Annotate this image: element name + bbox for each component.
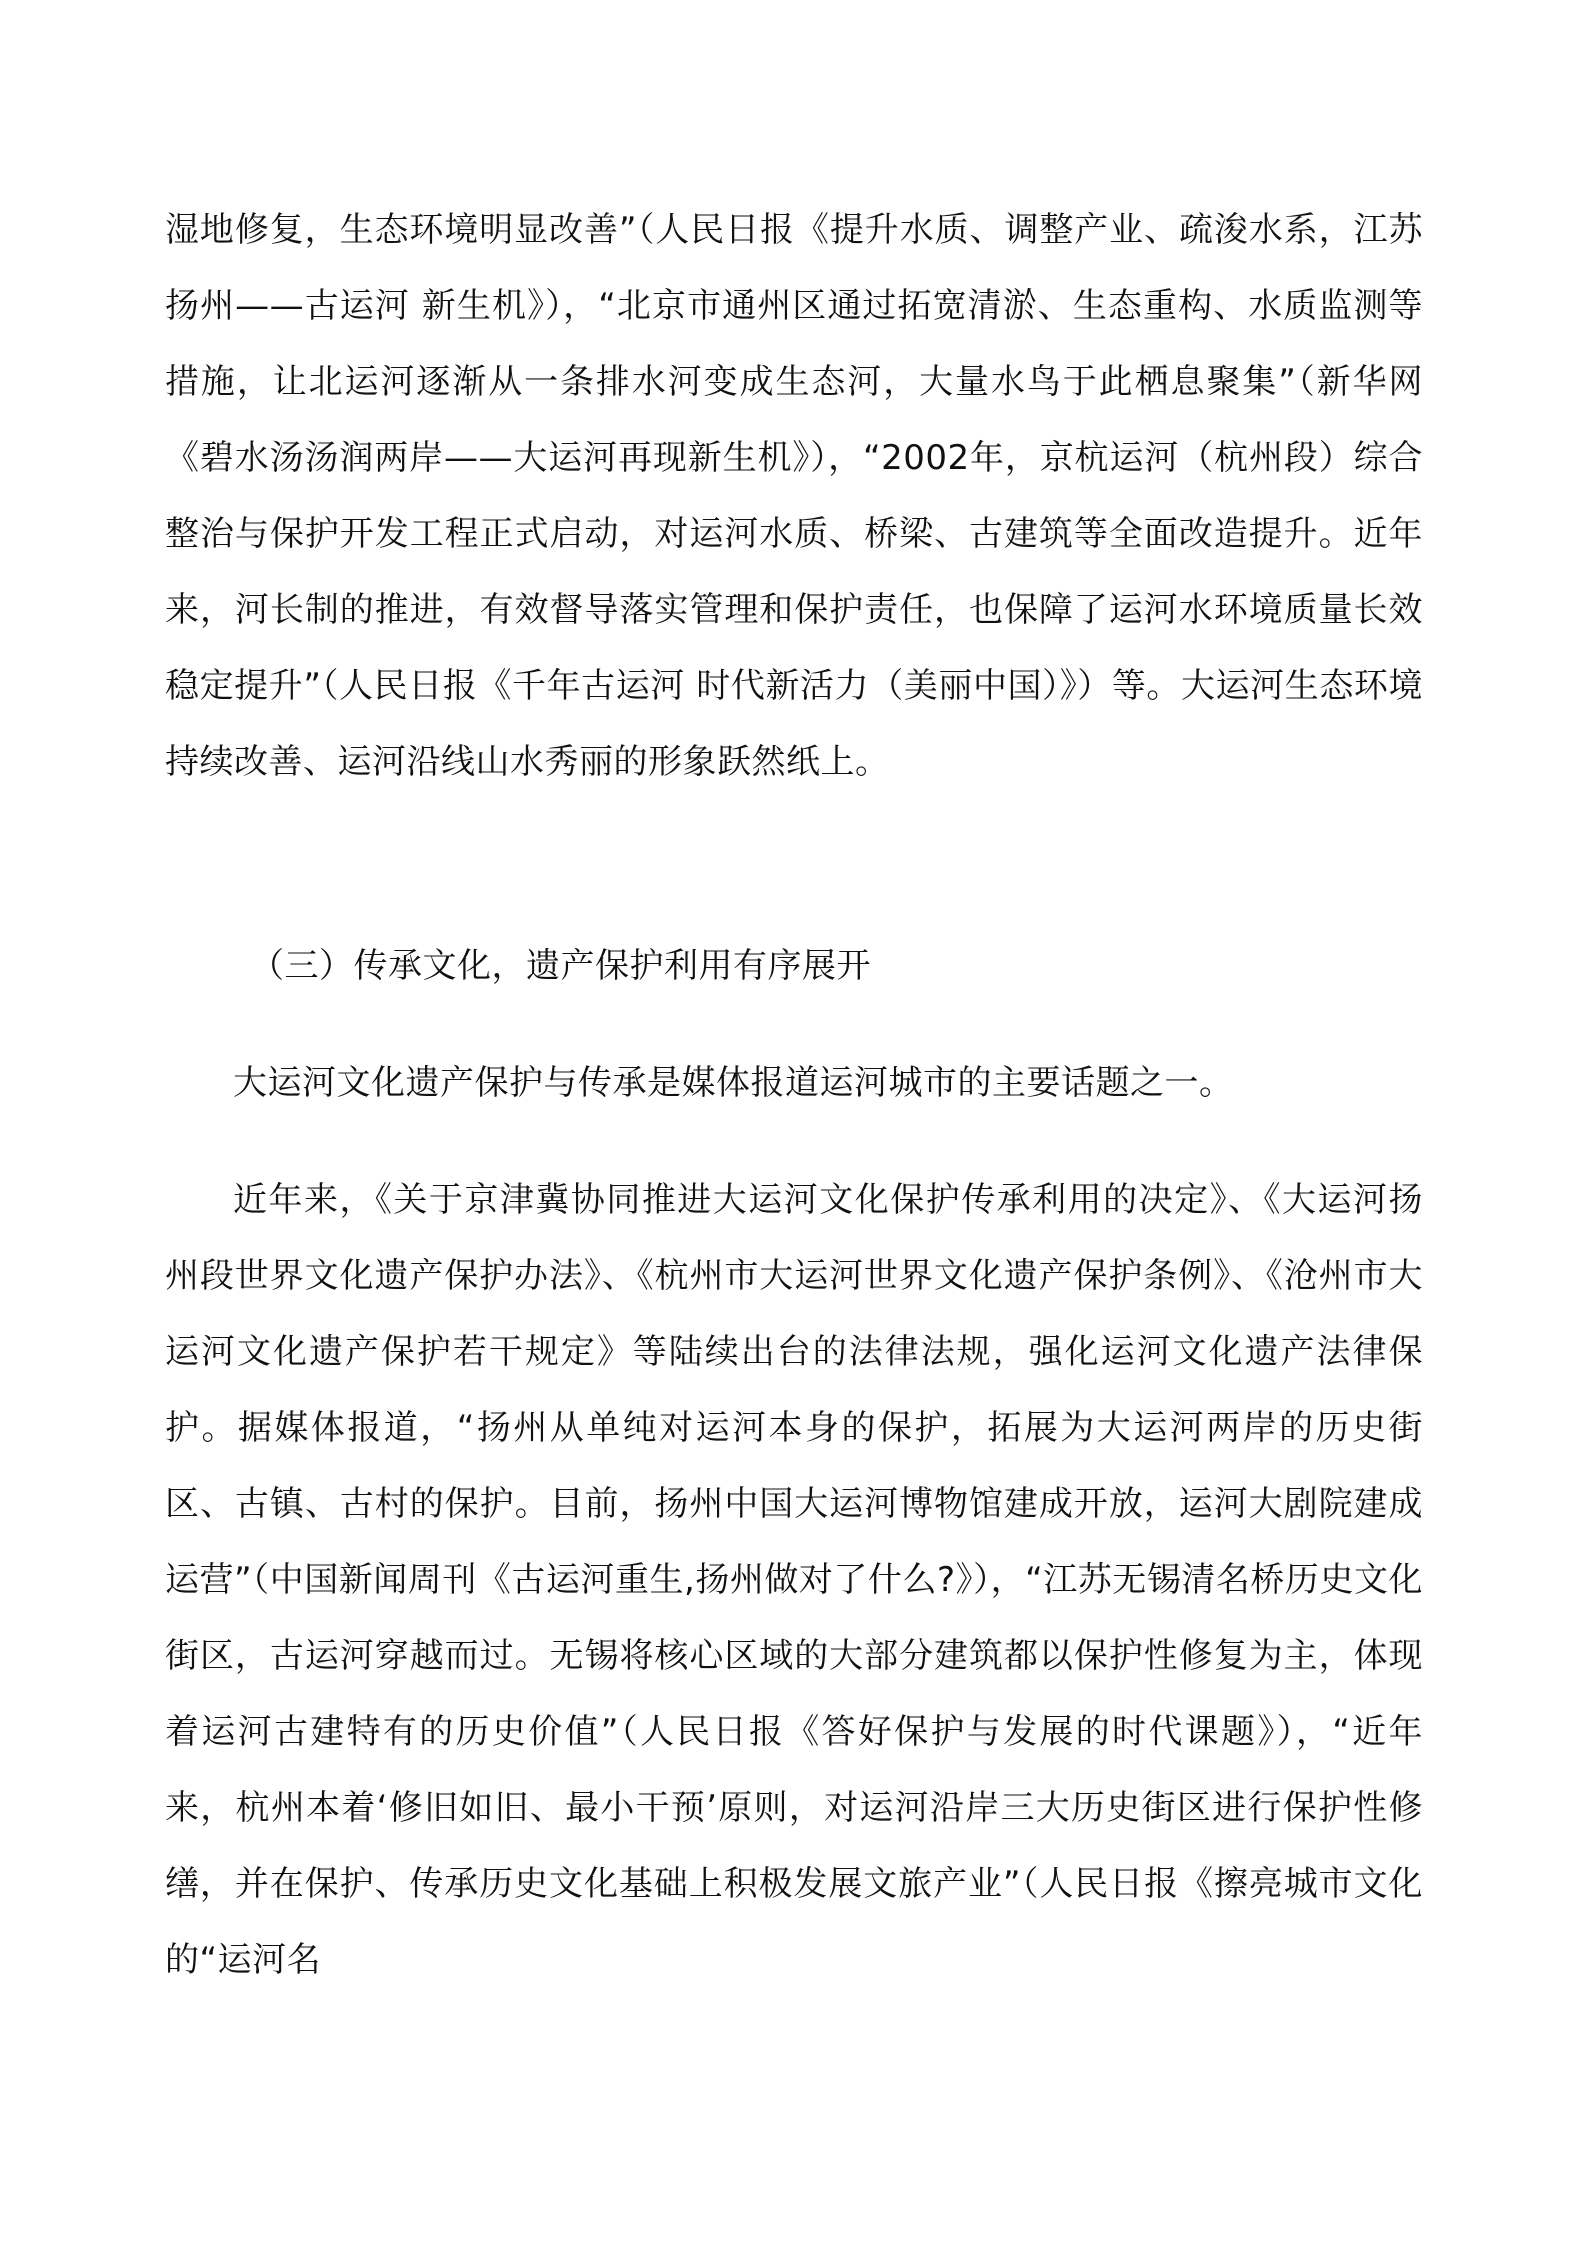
section-heading bbox=[165, 928, 1423, 1004]
paragraph-intro bbox=[165, 1045, 1423, 1121]
paragraph-ecology bbox=[165, 192, 1423, 800]
paragraph-heritage bbox=[165, 1162, 1423, 1998]
paragraph-ecology-text: 湿地修复，生态环境明显改善”（人民日报《提升水质、调整产业、疏浚水系，江苏扬州——古运河 新生机》），“北京市通州区通过拓宽清淤、生态重构、水质监测等措施，让北运河逐渐从一条排水河变成生态河，大量水鸟于此栖息聚集”（新华网《碧水汤汤润两岸——大运河再现新生机》），“2002年，京杭运河（杭州段）综合整治与保护开发工程正式启动，对运河水质、桥梁、古建筑等全面改造提升。近年来，河长制的推进，有效督导落实管理和保护责任，也保障了运河水环境质量长效稳定提升”（人民日报《千年古运河 时代新活力（美丽中国）》）等。大运河生态环境持续改善、运河沿线山水秀丽的形象跃然纸上。 bbox=[165, 210, 1423, 782]
paragraph-heritage-text: 近年来，《关于京津冀协同推进大运河文化保护传承利用的决定》、《大运河扬州段世界文化遗产保护办法》、《杭州市大运河世界文化遗产保护条例》、《沧州市大运河文化遗产保护若干规定》等陆续出台的法律法规，强化运河文化遗产法律保护。据媒体报道，“扬州从单纯对运河本身的保护，拓展为大运河两岸的历史街区、古镇、古村的保护。目前，扬州中国大运河博物馆建成开放，运河大剧院建成运营”（中国新闻周刊《古运河重生,扬州做对了什么?》），“江苏无锡清名桥历史文化街区，古运河穿越而过。无锡将核心区域的大部分建筑都以保护性修复为主，体现着运河古建特有的历史价值”（人民日报《答好保护与发展的时代课题》），“近年来，杭州本着‘修旧如旧、最小干预’原则，对运河沿岸三大历史街区进行保护性修缮，并在保护、传承历史文化基础上积极发展文旅产业”（人民日报《擦亮城市文化的“运河名 bbox=[165, 1180, 1423, 1980]
paragraph-intro-text: 大运河文化遗产保护与传承是媒体报道运河城市的主要话题之一。 bbox=[233, 1063, 1234, 1103]
section-heading-text: （三）传承文化，遗产保护利用有序展开 bbox=[250, 946, 871, 986]
